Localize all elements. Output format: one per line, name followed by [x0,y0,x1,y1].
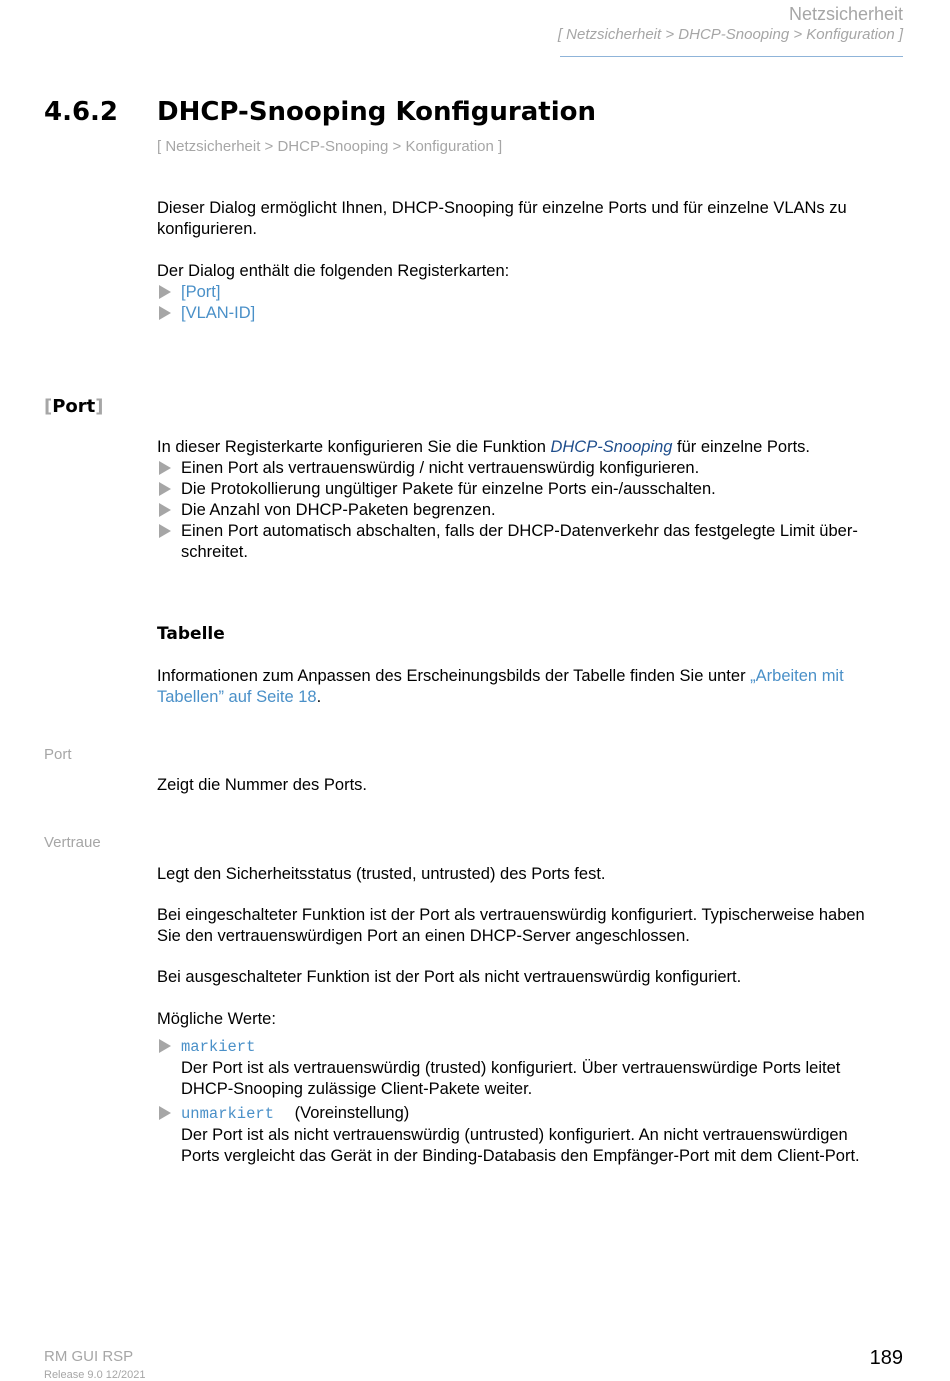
table-link[interactable]: „Arbeiten mit [750,667,844,685]
list-item [157,458,902,479]
trust-on-line: Bei eingeschalteter Funktion ist der Port als vertrauenswürdig konfiguriert. Typischerweise haben [157,906,865,924]
section-number: 4.6.2 [44,97,119,127]
list-item-text: Die Anzahl von DHCP-Paketen begrenzen. [181,501,496,519]
intro-line: Dieser Dialog ermöglicht Ihnen, DHCP-Snooping für einzelne Ports und für einzelne VLANs zu [157,199,847,217]
section-breadcrumb: [ Netzsicherheit > DHCP-Snooping > Konfiguration ] [157,138,503,155]
header-divider [560,56,903,57]
list-item [157,479,902,500]
table-link[interactable]: Tabellen” auf Seite 18 [157,688,317,706]
value-name: markiert [181,1038,256,1056]
tab-link-port[interactable] [157,282,902,303]
port-heading [44,396,104,417]
intro-paragraph [157,198,902,240]
port-intro-line [157,437,902,458]
tabs-intro: Der Dialog enthält die folgenden Registerkarten: [157,262,510,280]
value-desc: Der Port ist als vertrauenswürdig (trusted) konfiguriert. Über vertrauenswürdige Ports leitet [181,1059,841,1077]
dhcp-snooping-term: DHCP-Snooping [550,438,673,456]
footer-release: Release 9.0 12/2021 [44,1369,146,1381]
trust-off-paragraph: Bei ausgeschalteter Funktion ist der Port als nicht vertrauenswürdig konfiguriert. [157,968,742,986]
field-label-trusted: Vertraue [44,834,101,851]
list-item-text: Einen Port als vertrauenswürdig / nicht vertrauenswürdig konfigurieren. [181,459,700,477]
port-intro-post: für einzelne Ports. [672,438,811,456]
bracket-close: ] [95,396,104,417]
section-title: DHCP-Snooping Konfiguration [157,97,597,127]
field-label-port: Port [44,746,72,763]
port-intro-pre: In dieser Registerkarte konfigurieren Sie die Funktion [157,438,551,456]
value-item-unmarkiert [157,1103,902,1167]
value-item-markiert [157,1036,902,1100]
triangle-bullet-icon [159,1039,171,1053]
table-info-period: . [316,688,322,706]
triangle-bullet-icon [159,1106,171,1120]
field-desc-port: Zeigt die Nummer des Ports. [157,776,367,794]
triangle-bullet-icon [159,503,171,517]
table-info [157,666,902,708]
list-item-text: Einen Port automatisch abschalten, falls der DHCP-Datenverkehr das festgelegte Limit über- [181,522,858,540]
tab-link-label[interactable]: [VLAN-ID] [181,304,256,322]
intro-line: konfigurieren. [157,220,257,238]
bracket-open: [ [44,396,53,417]
table-info-text: Informationen zum Anpassen des Erscheinungsbilds der Tabelle finden Sie unter [157,667,751,685]
triangle-bullet-icon [159,285,171,299]
value-desc: Der Port ist als nicht vertrauenswürdig (untrusted) konfiguriert. An nicht vertrauenswürdigen [181,1126,848,1144]
footer-doc-name: RM GUI RSP [44,1348,134,1365]
triangle-bullet-icon [159,461,171,475]
field-desc-trusted: Legt den Sicherheitsstatus (trusted, untrusted) des Ports fest. [157,865,606,883]
value-desc: Ports vergleicht das Gerät in der Binding-Databasis den Empfänger-Port mit dem Client-Port. [181,1147,860,1165]
value-desc: DHCP-Snooping zulässige Client-Pakete weiter. [181,1080,533,1098]
value-item [157,1103,902,1167]
port-intro [157,437,902,563]
tab-link-label[interactable]: [Port] [181,283,221,301]
triangle-bullet-icon [159,306,171,320]
page-number: 189 [869,1347,903,1369]
list-item [157,521,902,563]
possible-values-label: Mögliche Werte: [157,1010,276,1028]
header-breadcrumb: [ Netzsicherheit > DHCP-Snooping > Konfiguration ] [557,26,903,43]
list-item-text-continued: schreitet. [181,543,248,561]
header-title: Netzsicherheit [788,4,903,24]
value-item [157,1036,902,1100]
trust-on-line: Sie den vertrauenswürdigen Port an einen DHCP-Server angeschlossen. [157,927,690,945]
tabs-list [157,261,902,324]
triangle-bullet-icon [159,482,171,496]
port-heading-text: Port [52,396,96,417]
tab-link-vlan-id[interactable] [157,303,902,324]
list-item [157,500,902,521]
value-default: (Voreinstellung) [294,1104,410,1122]
triangle-bullet-icon [159,524,171,538]
value-name: unmarkiert [181,1105,275,1123]
list-item-text: Die Protokollierung ungültiger Pakete für einzelne Ports ein-/ausschalten. [181,480,716,498]
table-heading: Tabelle [157,624,225,644]
trust-on-paragraph [157,905,902,947]
